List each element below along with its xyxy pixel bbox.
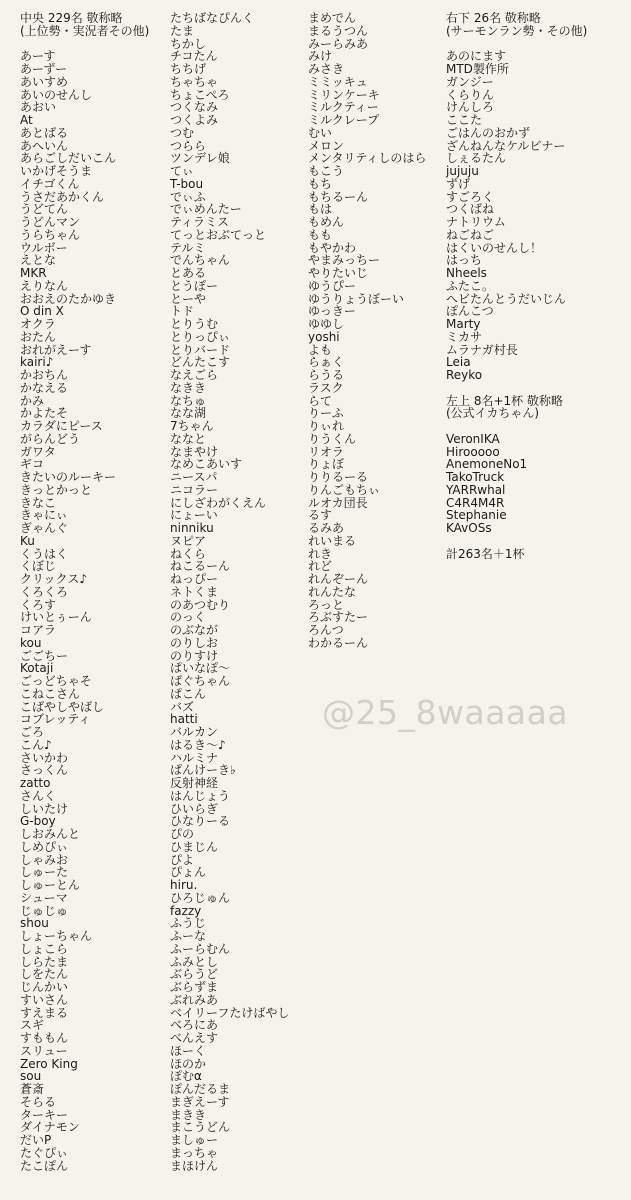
name-entry: Reyko — [446, 368, 483, 382]
name-entry: ガワタ — [20, 444, 56, 459]
name-entry: あおい — [20, 100, 57, 115]
name-entry: そらる — [20, 1094, 57, 1109]
name-entry: MKR — [20, 266, 47, 280]
name-entry: みけ — [308, 49, 333, 64]
name-entry: れど — [308, 559, 333, 574]
name-entry: ぴよ — [170, 852, 195, 867]
name-entry: でぃめんたー — [170, 202, 242, 217]
name-entry: あいすめ — [20, 74, 69, 89]
name-entry: シューマ — [20, 890, 68, 905]
name-entry: すごろく — [446, 189, 495, 204]
name-entry: りりるーる — [308, 470, 369, 484]
name-entry: もち — [308, 176, 333, 191]
name-entry: ぽむα — [170, 1069, 202, 1084]
name-entry: スリュー — [20, 1043, 68, 1058]
name-entry: さいかわ — [20, 750, 69, 765]
name-entry: むい — [308, 125, 333, 140]
name-entry: りょぼ — [308, 457, 345, 472]
name-entry: まぎえーす — [170, 1094, 230, 1109]
name-entry: てぃ — [170, 164, 194, 178]
name-entry: yoshi — [308, 329, 340, 344]
name-entry: もも — [308, 227, 333, 242]
name-entry: O din X — [20, 304, 64, 319]
name-entry: kou — [20, 635, 42, 650]
name-entry: ぱんけーき♭ — [170, 763, 236, 778]
name-entry: きたいのルーキー — [20, 470, 117, 484]
name-entry: しいたけ — [20, 801, 69, 816]
name-entry: とりっぴぃ — [170, 329, 231, 344]
name-entry: ひろじゅん — [170, 890, 231, 905]
name-entry: なちゅ — [170, 393, 207, 408]
name-entry: ろんつ — [308, 623, 344, 637]
name-entry: リオラ — [308, 444, 344, 459]
name-entry: あのにます — [446, 49, 507, 64]
name-entry: たこぽん — [20, 1158, 69, 1173]
name-entry: カラダにピース — [20, 419, 103, 433]
name-entry: しぇるたん — [446, 151, 507, 166]
name-entry: なまやけ — [170, 444, 219, 459]
name-entry: さっくん — [20, 763, 69, 778]
name-entry: ごっどちゃそ — [20, 674, 92, 688]
name-entry: すももん — [20, 1031, 69, 1045]
name-entry: こん♪ — [20, 737, 52, 752]
name-entry: fazzy — [170, 903, 202, 918]
name-entry: ギコ — [20, 457, 45, 472]
name-entry: かおちん — [20, 368, 69, 382]
name-entry: コアラ — [20, 623, 57, 637]
name-entry: とうぽー — [170, 278, 219, 293]
total-count: 計263名＋1杯 — [446, 546, 525, 561]
name-entry: かなえる — [20, 380, 69, 395]
name-entry: ふーな — [170, 929, 207, 943]
name-entry: ニースパ — [170, 470, 218, 484]
name-entry: つくよみ — [170, 113, 219, 127]
name-entry: ずげ — [446, 176, 471, 191]
name-entry: バズ — [170, 699, 195, 714]
name-entry: Kotaji — [20, 661, 54, 676]
name-entry: ネトくま — [170, 584, 219, 599]
name-entry: ひなりーる — [170, 814, 231, 829]
name-entry: あとばる — [20, 125, 69, 140]
name-entry: なえごら — [170, 368, 219, 382]
name-entry: うさだあかくん — [20, 189, 105, 204]
name-entry: たま — [170, 23, 195, 38]
name-entry: やりたいじ — [308, 266, 369, 280]
name-entry: えとな — [20, 253, 57, 268]
name-entry: ぴの — [170, 827, 195, 841]
name-entry: ばぐちゃん — [170, 674, 231, 688]
name-entry: ベイリーフたけばやし — [170, 1005, 290, 1020]
name-entry: ミルクレープ — [308, 113, 380, 127]
section-subheader-center: (上位勢・実況者その他) — [20, 23, 150, 38]
name-entry: ミカサ — [446, 329, 483, 344]
name-entry: Ku — [20, 533, 35, 548]
name-entry: やまみっちー — [308, 253, 381, 268]
name-entry: ぶらずま — [170, 980, 219, 994]
name-entry: りーふ — [308, 406, 344, 421]
name-entry: のっく — [170, 610, 206, 625]
name-entry: らぁく — [308, 355, 345, 370]
name-entry: へビたんとうだいじん — [446, 291, 567, 306]
name-entry: いかげそうま — [20, 164, 93, 178]
name-entry: きなこ — [20, 495, 57, 510]
name-entry: るみあ — [308, 521, 345, 535]
name-entry: メロン — [308, 138, 345, 153]
name-entry: もこう — [308, 164, 345, 178]
column-center-part1 — [20, 12, 170, 1172]
name-entry: なめこあいす — [170, 457, 243, 472]
name-entry: はっち — [446, 253, 483, 268]
name-entry: すえまる — [20, 1005, 69, 1020]
name-entry: ふうじ — [170, 916, 207, 931]
name-entry: T-bou — [170, 176, 204, 191]
name-entry: くろす — [20, 597, 57, 612]
name-entry: ほのか — [170, 1056, 207, 1071]
name-entry: なきき — [170, 380, 207, 395]
name-entry: どんたこす — [170, 355, 231, 370]
name-entry: ぽんだるま — [170, 1082, 231, 1096]
name-entry: しおみんと — [20, 827, 81, 841]
name-entry: kairi♪ — [20, 355, 54, 370]
column-other-groups — [446, 12, 626, 560]
name-entry: AnemoneNo1 — [446, 457, 528, 472]
name-entry: はるき〜♪ — [170, 737, 226, 752]
name-entry: ひまじん — [170, 839, 219, 854]
name-entry: スギ — [20, 1018, 45, 1033]
name-entry: つむ — [170, 125, 195, 140]
name-entry: ぴょん — [170, 865, 207, 880]
name-entry: りうくん — [308, 431, 357, 446]
name-entry: てっとおぶてっと — [170, 227, 267, 242]
name-entry: もは — [308, 202, 333, 217]
name-entry: ぽんこつ — [446, 304, 494, 319]
name-entry: ミルクティー — [308, 100, 379, 115]
name-entry: のりしお — [170, 635, 219, 650]
name-entry: えりなん — [20, 278, 69, 293]
name-entry: ミミッキュ — [308, 74, 368, 89]
name-entry: かみ — [20, 393, 45, 408]
name-entry: ツンデレ娘 — [170, 151, 230, 166]
name-entry: こばやしやばし — [20, 699, 105, 714]
name-entry: ルオカ団長 — [308, 495, 368, 510]
name-entry: べんえす — [170, 1031, 219, 1045]
name-entry: つくなみ — [170, 100, 219, 115]
name-entry: ちゃちゃ — [170, 74, 219, 89]
name-entry: MTD製作所 — [446, 62, 509, 76]
name-entry: ろっと — [308, 597, 345, 612]
name-entry: れんたな — [308, 584, 357, 599]
name-entry: たちばなぴんく — [170, 11, 255, 25]
name-entry: Leia — [446, 355, 471, 370]
name-entry: Zero King — [20, 1056, 78, 1071]
name-entry: ヌピア — [170, 533, 207, 548]
name-entry: ひいらぎ — [170, 801, 219, 816]
name-entry: くろくろ — [20, 584, 69, 599]
name-entry: At — [20, 113, 33, 127]
name-entry: バルカン — [170, 725, 219, 739]
name-entry: しゅーとん — [20, 878, 81, 892]
name-entry: じゅじゅ — [20, 903, 69, 918]
name-entry: 7ちゃん — [170, 419, 214, 433]
name-entry: れいまる — [308, 533, 357, 548]
name-entry: しらたま — [20, 954, 69, 969]
name-entry: TakoTruck — [446, 470, 505, 484]
name-entry: チコたん — [170, 49, 218, 64]
name-entry: ぎゃんぐ — [20, 521, 69, 535]
name-entry: じんかい — [20, 980, 69, 994]
name-entry: ななと — [170, 431, 207, 446]
name-entry: おおえのたかゆき — [20, 291, 117, 306]
name-entry: れんぞーん — [308, 572, 369, 586]
name-entry: ほーく — [170, 1043, 207, 1058]
name-entry: ねっぴー — [170, 572, 219, 586]
watermark: @25_8waaaaa — [322, 693, 569, 732]
name-entry: ふーらむん — [170, 941, 231, 956]
name-entry: ちょこぺろ — [170, 87, 230, 102]
name-entry: ターキー — [20, 1107, 69, 1122]
name-entry: jujuju — [446, 164, 479, 178]
name-entry: しょーちゃん — [20, 929, 93, 943]
name-entry: 蒼斎 — [20, 1082, 45, 1096]
name-entry: おたん — [20, 329, 57, 344]
name-entry: sou — [20, 1069, 42, 1084]
name-entry: つくばね — [446, 202, 495, 217]
name-entry: Marty — [446, 317, 481, 331]
name-entry: なな湖 — [170, 406, 207, 421]
name-entry: らて — [308, 393, 332, 408]
name-entry: まほけん — [170, 1158, 219, 1173]
name-entry: はくいのせんし！ — [446, 240, 543, 255]
name-entry: ざんねんなケルビナー — [446, 138, 566, 153]
name-entry: ぱいなぽ〜 — [170, 661, 231, 676]
name-entry: しょこら — [20, 941, 69, 956]
name-entry: きゃにぃ — [20, 508, 68, 523]
name-entry: うどんマン — [20, 215, 81, 229]
name-entry: うどてん — [20, 202, 69, 217]
name-entry: hiru. — [170, 878, 198, 892]
name-entry: わかるーん — [308, 635, 369, 650]
name-entry: べろにあ — [170, 1018, 219, 1033]
name-entry: うらちゃん — [20, 227, 81, 242]
name-entry: ここた — [446, 113, 483, 127]
name-list-center-3 — [308, 12, 438, 650]
name-entry: ゆうぴー — [308, 278, 357, 293]
name-entry: ましゅー — [170, 1133, 219, 1147]
name-entry: しゅーた — [20, 865, 69, 880]
name-entry: hatti — [170, 712, 198, 727]
name-entry: KAvOSs — [446, 521, 492, 535]
name-entry: しゃみお — [20, 852, 69, 867]
name-entry: れき — [308, 546, 333, 561]
name-entry: とある — [170, 266, 207, 280]
name-entry: コブレッティ — [20, 712, 91, 727]
name-entry: りぃれ — [308, 419, 345, 433]
name-entry: G-boy — [20, 814, 56, 829]
name-entry: ゆうりょうぼーい — [308, 291, 405, 306]
name-entry: メンタリティしのはら — [308, 151, 427, 166]
name-entry: ゆゆし — [308, 317, 345, 331]
section-header-center: 中央 229名 敬称略 — [20, 11, 123, 25]
name-entry: とりうむ — [170, 317, 219, 331]
name-entry: あいのせんし — [20, 87, 93, 102]
section-header-top-left: 左上 8名+1杯 敬称略 — [446, 393, 563, 408]
name-entry: まきき — [170, 1107, 207, 1122]
name-entry: でぃふ — [170, 189, 206, 204]
name-entry: けいとぅーん — [20, 610, 92, 625]
section-header-bottom-right: 右下 26名 敬称略 — [446, 11, 541, 25]
name-entry: ムラナガ村長 — [446, 342, 518, 357]
name-entry: さんく — [20, 788, 57, 803]
name-entry: ぶらうど — [170, 967, 219, 982]
name-entry: ごはんのおかず — [446, 125, 531, 140]
name-entry: もちるーん — [308, 189, 369, 204]
name-entry: テルミ — [170, 240, 206, 255]
name-entry: たぐぴぃ — [20, 1145, 69, 1160]
name-entry: まるうつん — [308, 23, 369, 38]
name-entry: くうはく — [20, 546, 69, 561]
name-entry: オクラ — [20, 317, 56, 331]
name-entry: のぶなが — [170, 623, 219, 637]
name-entry: あらごしだいこん — [20, 151, 117, 166]
name-entry: 反射神経 — [170, 776, 219, 790]
name-entry: ちかし — [170, 36, 207, 51]
name-list-bottom-right — [446, 50, 626, 382]
name-entry: とりバード — [170, 342, 231, 357]
name-entry: でんちゃん — [170, 253, 231, 268]
name-entry: らうる — [308, 368, 345, 382]
name-entry: ねくら — [170, 546, 207, 561]
name-entry: かよたそ — [20, 406, 69, 421]
name-list-center-2 — [170, 12, 305, 1172]
name-entry: ふたこ。 — [446, 278, 495, 293]
name-entry: つらら — [170, 138, 207, 153]
column-center-part3 — [308, 12, 438, 650]
name-entry: のあつむり — [170, 597, 231, 612]
column-center-part2 — [170, 12, 305, 1172]
name-list-center-1 — [20, 50, 170, 1172]
name-entry: クリックス♪ — [20, 572, 88, 586]
name-entry: ナトリウム — [446, 215, 506, 229]
name-entry: まっちゃ — [170, 1145, 219, 1160]
name-entry: YARRwhal — [446, 482, 506, 497]
name-entry: とーや — [170, 291, 207, 306]
name-entry: VeronIKA — [446, 431, 500, 446]
name-entry: ちちげ — [170, 62, 207, 76]
name-entry: くぼじ — [20, 559, 57, 574]
name-entry: のりすけ — [170, 648, 219, 663]
name-entry: ぶれみあ — [170, 992, 219, 1007]
name-entry: にしざわがくえん — [170, 495, 267, 510]
name-entry: すいさん — [20, 992, 69, 1007]
name-entry: こねこさん — [20, 686, 81, 701]
name-entry: くらりん — [446, 87, 495, 102]
name-entry: shou — [20, 916, 49, 931]
name-entry: ゆっきー — [308, 304, 356, 319]
name-entry: Hirooooo — [446, 444, 500, 459]
name-entry: はんじょう — [170, 788, 231, 803]
name-entry: ミリンケーキ — [308, 87, 380, 102]
name-entry: ねこるーん — [170, 559, 231, 574]
name-entry: C4R4M4R — [446, 495, 505, 510]
name-entry: みーらみあ — [308, 36, 369, 51]
name-entry: あーずー — [20, 62, 68, 76]
name-entry: イチゴくん — [20, 176, 80, 191]
name-entry: あへいん — [20, 138, 69, 153]
name-entry: きっとかっと — [20, 482, 93, 497]
name-entry: しをたん — [20, 967, 69, 982]
name-entry: にょーい — [170, 508, 218, 523]
name-entry: おれがえーす — [20, 342, 92, 357]
name-entry: ラスク — [308, 380, 344, 395]
name-entry: もめん — [308, 215, 345, 229]
name-entry: zatto — [20, 776, 51, 790]
name-entry: ぱこん — [170, 686, 207, 701]
name-entry: がらんどう — [20, 431, 81, 446]
name-entry: りんごもちぃ — [308, 482, 381, 497]
name-list-top-left — [446, 433, 626, 535]
name-entry: ろぶすたー — [308, 610, 369, 625]
name-entry: まめでん — [308, 11, 357, 25]
name-entry: ニコラー — [170, 482, 219, 497]
name-entry: あーす — [20, 49, 56, 64]
name-entry: だいP — [20, 1133, 52, 1147]
name-entry: ninniku — [170, 521, 214, 535]
name-entry: Nheels — [446, 266, 487, 280]
name-entry: トド — [170, 304, 195, 319]
section-subheader-bottom-right: (サーモンラン勢・その他) — [446, 23, 588, 38]
name-entry: みさき — [308, 62, 345, 76]
name-entry: けんしろ — [446, 100, 495, 115]
name-entry: ごろ — [20, 725, 45, 739]
name-entry: しめぴぃ — [20, 839, 69, 854]
name-entry: まこうどん — [170, 1120, 231, 1135]
name-entry: もやかわ — [308, 240, 357, 255]
name-entry: ハルミナ — [170, 750, 219, 765]
name-entry: よも — [308, 342, 333, 357]
name-entry: ねごねご — [446, 227, 495, 242]
name-entry: ガンジー — [446, 74, 494, 89]
name-entry: ダイナモン — [20, 1120, 80, 1135]
name-entry: るす — [308, 508, 333, 523]
section-subheader-top-left: (公式イカちゃん) — [446, 406, 540, 421]
name-entry: ティラミス — [170, 215, 230, 229]
name-entry: ごごちー — [20, 648, 69, 663]
name-entry: Stephanie — [446, 508, 507, 523]
name-entry: ふみとし — [170, 954, 219, 969]
name-entry: ウルボー — [20, 240, 68, 255]
